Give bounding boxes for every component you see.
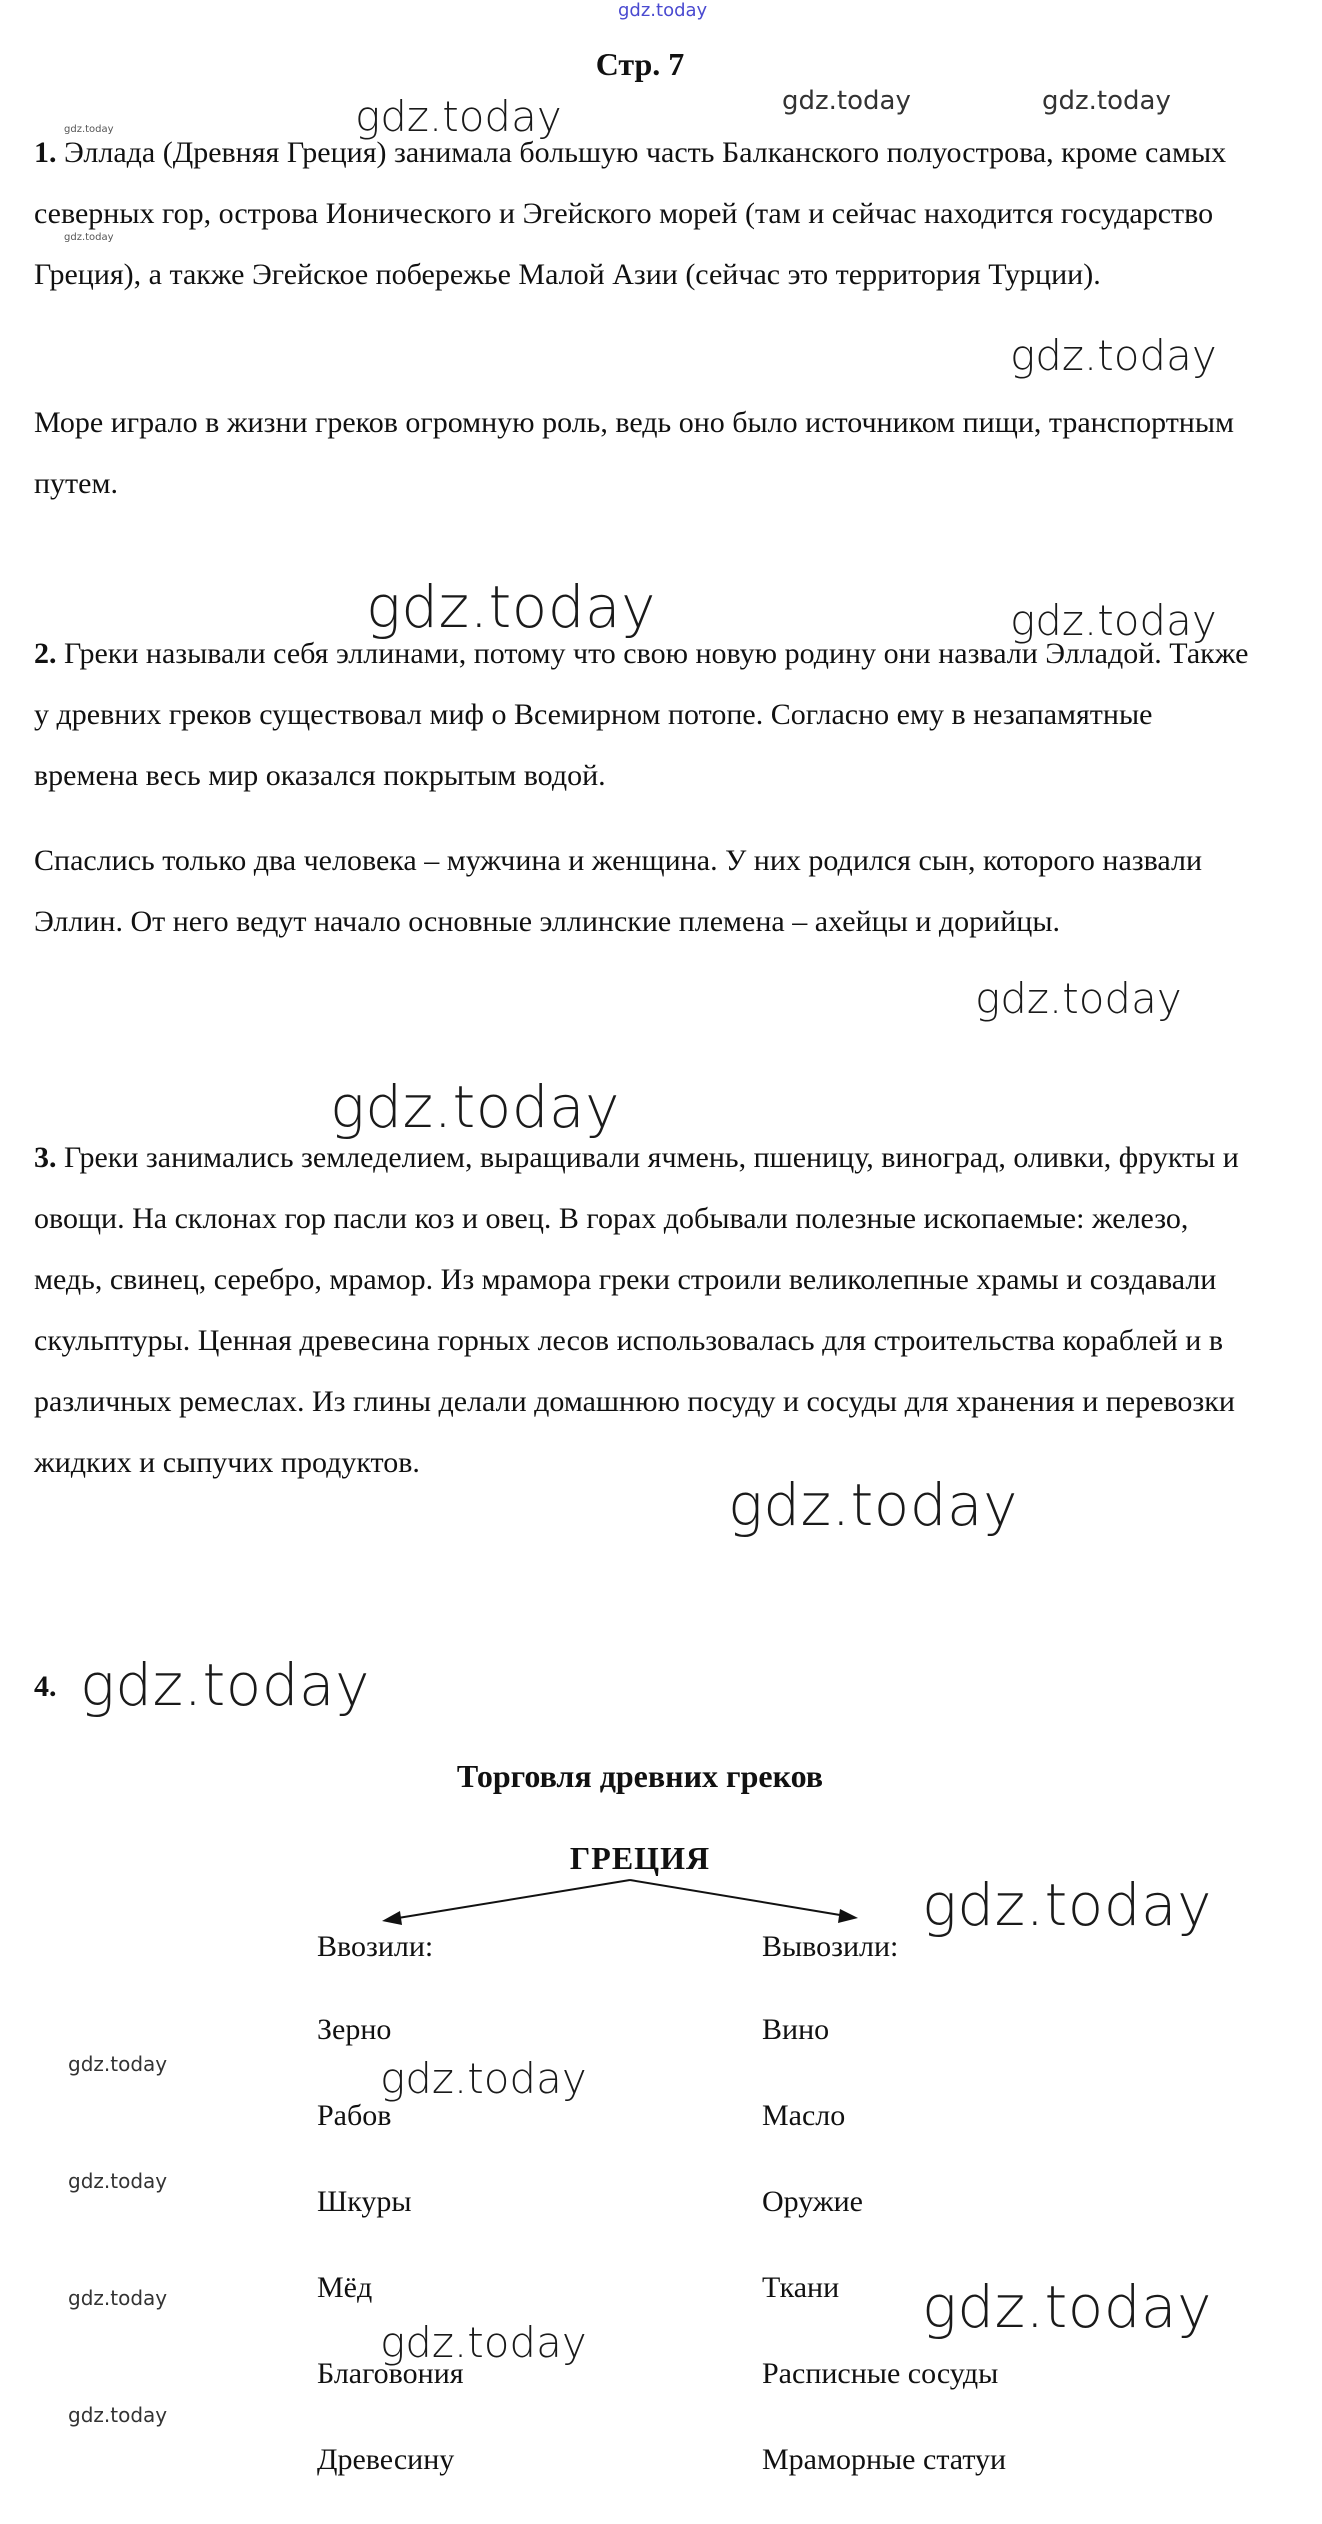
watermark-small: gdz.today — [68, 2169, 168, 2193]
diagram-title: Торговля древних греков — [456, 1758, 824, 1794]
export-item: Оружие — [762, 2185, 863, 2218]
export-item: Масло — [762, 2099, 846, 2132]
export-item: Ткани — [762, 2271, 840, 2304]
import-item: Рабов — [317, 2099, 392, 2132]
arrow-right — [630, 1880, 846, 1916]
watermark: gdz.today — [782, 86, 911, 116]
watermark-small: gdz.today — [68, 2052, 168, 2076]
watermark: gdz.today — [355, 92, 562, 141]
import-item: Древесину — [317, 2443, 455, 2476]
watermark: gdz.today — [922, 2273, 1212, 2341]
arrow-right-head — [838, 1909, 858, 1923]
imports-label: Ввозили: — [317, 1930, 434, 1963]
paragraph-text: Море играло в жизни греков огромную роль, ведь оно было источником пищи, транспортным путем. — [34, 406, 1234, 500]
watermark: gdz.today — [1042, 86, 1171, 116]
watermark: gdz.today — [80, 1651, 370, 1719]
import-item: Шкуры — [317, 2185, 412, 2218]
watermark: gdz.today — [975, 974, 1182, 1023]
watermark-tiny: gdz.today — [64, 124, 114, 135]
paragraph-3 — [34, 1127, 1264, 1493]
export-item: Расписные сосуды — [762, 2357, 999, 2390]
import-item: Зерно — [317, 2013, 392, 2046]
paragraph-1b — [34, 392, 1264, 514]
watermark-small: gdz.today — [68, 2286, 168, 2310]
watermark: gdz.today — [728, 1471, 1018, 1539]
watermark: gdz.today — [366, 573, 656, 641]
paragraph-2 — [34, 623, 1264, 806]
import-item: Благовония — [317, 2357, 464, 2390]
paragraph-text: Эллада (Древняя Греция) занимала большую часть Балканского полуострова, кроме самых северных гор, острова Ионического и Эгейского морей (там и сейчас находится государство Греция), а также Эгейское побережье Малой Азии (сейчас это территория Турции). — [34, 136, 1227, 291]
task-number: 4. — [34, 1670, 57, 1703]
diagram-center-label: ГРЕЦИЯ — [569, 1840, 711, 1876]
watermark: gdz.today — [922, 1871, 1212, 1939]
paragraph-2b — [34, 830, 1264, 952]
watermark-tiny: gdz.today — [64, 232, 114, 243]
paragraph-1 — [34, 122, 1264, 305]
paragraph-text: Спаслись только два человека – мужчина и женщина. У них родился сын, которого назвали Эллин. От него ведут начало основные эллинские племена – ахейцы и дорийцы. — [34, 844, 1203, 938]
watermark: gdz.today — [380, 2054, 587, 2103]
paragraph-text: Греки занимались земледелием, выращивали ячмень, пшеницу, виноград, оливки, фрукты и овощи. На склонах гор пасли коз и овец. В горах добывали полезные ископаемые: железо, медь, свинец, серебро, мрамор. Из мрамора греки строили великолепные храмы и создавали скульптуры. Ценная древесина горных лесов использовалась для строительства кораблей и в различных ремеслах. Из глины делали домашнюю посуду и сосуды для хранения и перевозки жидких и сыпучих продуктов. — [34, 1141, 1239, 1479]
paragraph-number: 2. — [34, 637, 57, 670]
paragraph-number: 1. — [34, 136, 57, 169]
arrow-left-head — [382, 1911, 402, 1925]
paragraph-number: 3. — [34, 1141, 57, 1174]
import-item: Мёд — [317, 2271, 373, 2304]
watermark-small: gdz.today — [68, 2403, 168, 2427]
exports-label: Вывозили: — [762, 1930, 899, 1963]
watermark: gdz.today — [1010, 331, 1217, 380]
watermark: gdz.today — [380, 2318, 587, 2367]
export-item: Мраморные статуи — [762, 2443, 1007, 2476]
export-item: Вино — [762, 2013, 830, 2046]
arrow-left — [392, 1880, 630, 1919]
paragraph-text: Греки называли себя эллинами, потому что свою новую родину они назвали Элладой. Также у древних греков существовал миф о Всемирном потопе. Согласно ему в незапамятные времена весь мир оказался покрытым водой. — [34, 637, 1249, 792]
watermark: gdz.today — [330, 1073, 620, 1141]
watermark: gdz.today — [1010, 596, 1217, 645]
page-title: Стр. 7 — [595, 46, 685, 82]
watermark-top: gdz.today — [618, 0, 708, 21]
